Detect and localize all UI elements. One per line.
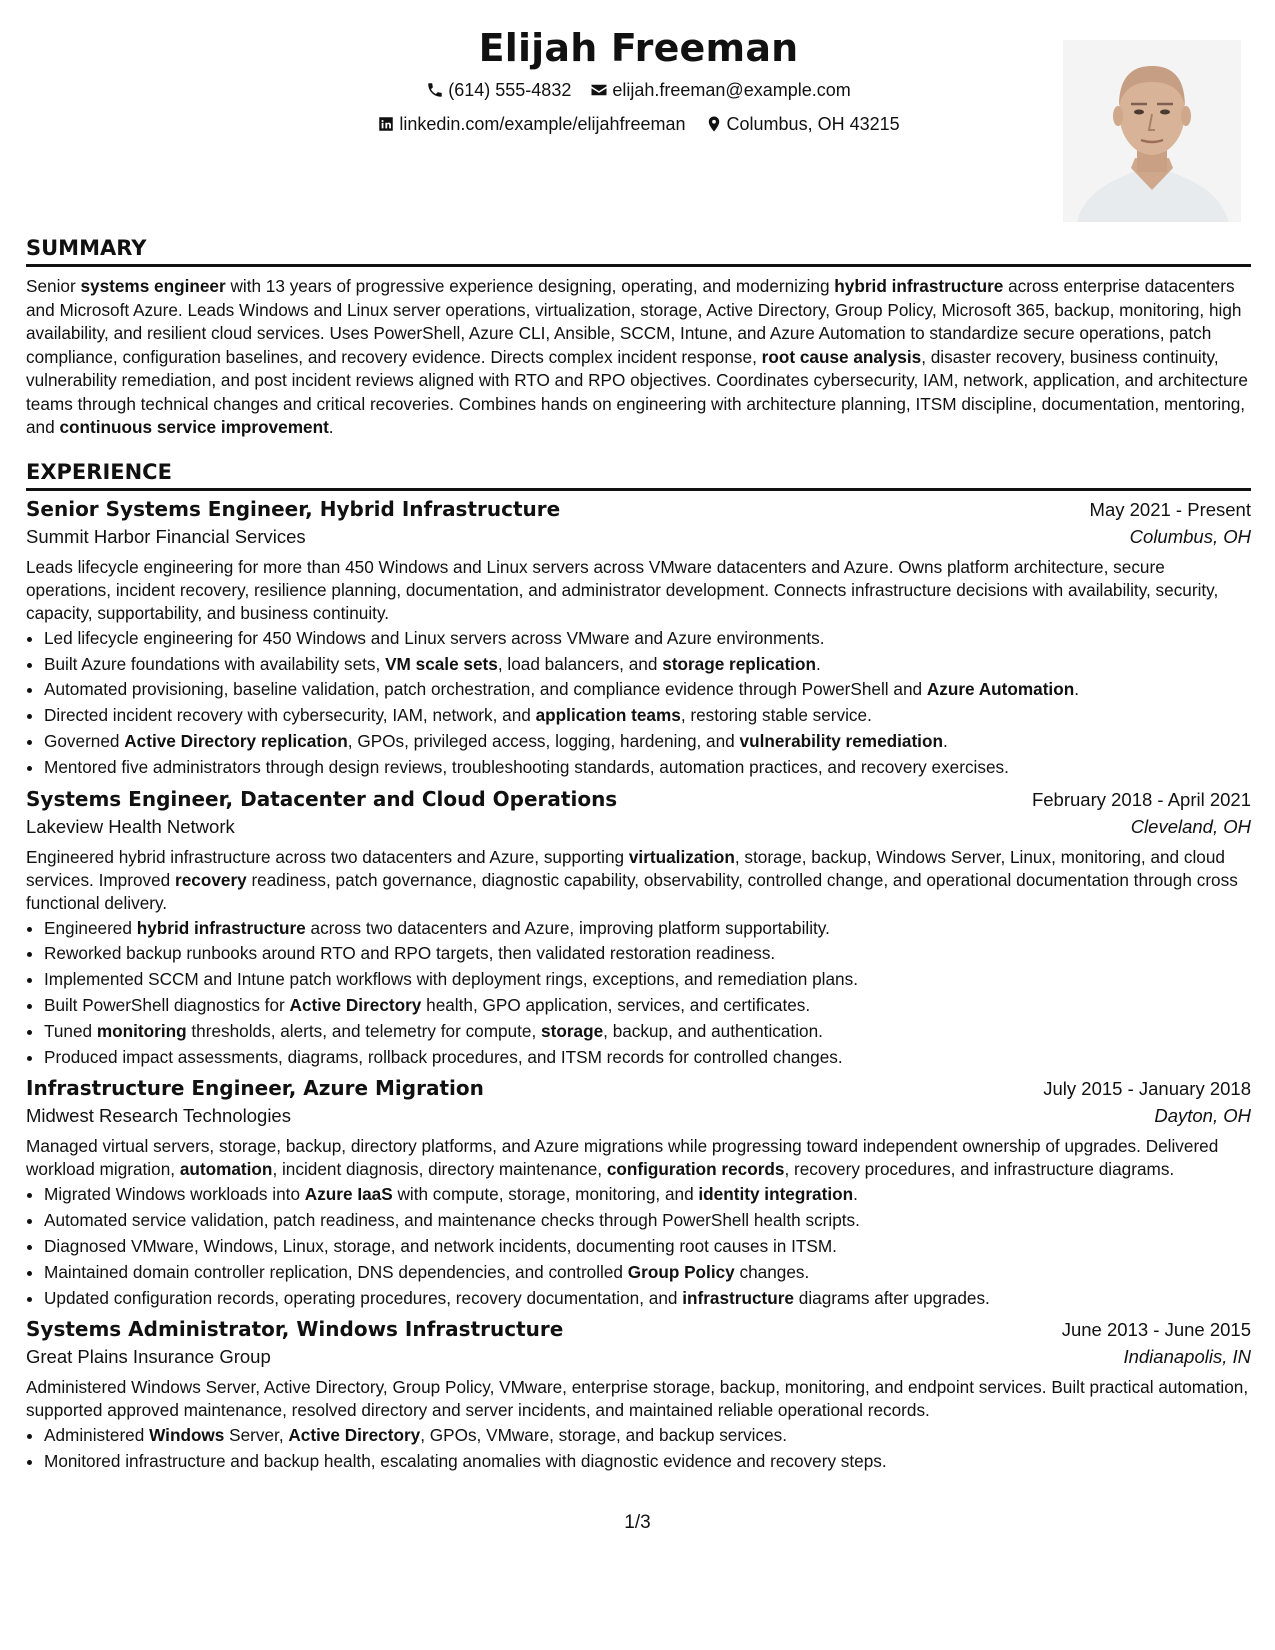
emphasis-text: hybrid infrastructure [834, 276, 1004, 297]
job-location: Indianapolis, IN [1123, 1346, 1251, 1368]
bullet-item: • Monitored infrastructure and backup health, escalating anomalies with diagnostic evidence and recovery steps. [44, 1449, 1251, 1475]
job-entry [26, 497, 1251, 781]
bullet-item: • Administered Windows Server, Active Directory, GPOs, VMware, storage, and backup services. [44, 1423, 1251, 1449]
emphasis-text: virtualization [628, 846, 735, 867]
job-description: Administered Windows Server, Active Directory, Group Policy, VMware, enterprise storage, backup, monitoring, and endpoint services. Built practical automation, supported approved maintenance, resolved directory and server incidents, and maintained reliable operational records. [26, 1377, 1249, 1421]
emphasis-text: Azure IaaS [304, 1184, 393, 1205]
emphasis-text: VM scale sets [385, 653, 498, 674]
job-bullets [26, 1182, 1251, 1311]
job-entry [26, 1076, 1251, 1311]
job-title: Systems Engineer, Datacenter and Cloud Operations [26, 786, 618, 811]
job-dates: February 2018 - April 2021 [1031, 788, 1251, 810]
summary-text: Senior systems engineer with 13 years of progressive experience designing, operating, and modernizing hybrid infrastructure across enterprise datacenters and Microsoft Azure. Leads Windows and Linux server operations, virtualization, storage, Active Directory, Group Policy, Microsoft 365, backup, monitoring, high availability, and resilient cloud services. Uses PowerShell, Azure CLI, Ansible, SCCM, Intune, and Azure Automation to standardize secure operations, patch compliance, configuration baselines, and recovery evidence. Directs complex incident response, root cause analysis, disaster recovery, business continuity, vulnerability remediation, and post incident reviews aligned with RTO and RPO objectives. Coordinates cybersecurity, IAM, network, application, and architecture teams through technical changes and critical recoveries. Combines hands on engineering with architecture planning, ITSM discipline, documentation, mentoring, and continuous service improvement. [26, 276, 1248, 438]
job-subheader [26, 526, 1251, 548]
bullet-item: • Diagnosed VMware, Windows, Linux, storage, and network incidents, documenting root causes in ITSM. [44, 1234, 1251, 1260]
contact-email[interactable] [590, 77, 850, 103]
portrait-image [1063, 40, 1241, 222]
emphasis-text: root cause analysis [761, 346, 922, 367]
bullet-item: • Migrated Windows workloads into Azure IaaS with compute, storage, monitoring, and identity integration. [44, 1182, 1251, 1208]
job-list [26, 497, 1251, 1475]
emphasis-text: monitoring [96, 1020, 187, 1041]
bullet-item: • Mentored five administrators through design reviews, troubleshooting standards, automation practices, and recovery exercises. [44, 755, 1251, 781]
bullet-item: • Built PowerShell diagnostics for Active Directory health, GPO application, services, and certificates. [44, 993, 1251, 1019]
phone-number: (614) 555-4832 [448, 79, 572, 100]
emphasis-text: infrastructure [682, 1287, 794, 1308]
emphasis-text: Group Policy [627, 1261, 735, 1282]
job-location: Dayton, OH [1154, 1105, 1251, 1127]
location-text: Columbus, OH 43215 [726, 113, 900, 134]
emphasis-text: recovery [175, 869, 247, 890]
email-address[interactable]: elijah.freeman@example.com [612, 79, 851, 100]
bullet-item: • Built Azure foundations with availability sets, VM scale sets, load balancers, and storage replication. [44, 652, 1251, 678]
emphasis-text: Active Directory [288, 1425, 421, 1446]
job-bullets [26, 1423, 1251, 1475]
job-title: Infrastructure Engineer, Azure Migration [26, 1076, 484, 1101]
contact-phone [426, 77, 571, 103]
resume-page [26, 20, 1251, 1475]
job-subheader [26, 1346, 1251, 1368]
job-company: Midwest Research Technologies [26, 1105, 291, 1127]
emphasis-text: hybrid infrastructure [136, 917, 306, 938]
contact-linkedin[interactable] [377, 111, 685, 137]
experience-heading: EXPERIENCE [26, 460, 1251, 491]
emphasis-text: continuous service improvement [59, 417, 329, 438]
emphasis-text: configuration records [606, 1159, 785, 1180]
bullet-item: • Engineered hybrid infrastructure across two datacenters and Azure, improving platform supportability. [44, 916, 1251, 942]
map-pin-icon [705, 115, 723, 133]
bullet-item: • Maintained domain controller replication, DNS dependencies, and controlled Group Policy changes. [44, 1260, 1251, 1286]
emphasis-text: Azure Automation [926, 679, 1075, 700]
emphasis-text: Active Directory replication [124, 731, 348, 752]
contact-location [705, 111, 900, 137]
summary-heading: SUMMARY [26, 236, 1251, 267]
job-description: Managed virtual servers, storage, backup, directory platforms, and Azure migrations while progressing toward independent ownership of upgrades. Delivered workload migration, automation, incident diagnosis, directory maintenance, configuration records, recovery procedures, and infrastructure diagrams. [26, 1136, 1219, 1180]
job-subheader [26, 1105, 1251, 1127]
bullet-item: • Tuned monitoring thresholds, alerts, and telemetry for compute, storage, backup, and authentication. [44, 1019, 1251, 1045]
bullet-item: • Reworked backup runbooks around RTO and RPO targets, then validated restoration readiness. [44, 941, 1251, 967]
resume-header [26, 26, 1251, 216]
bullet-item: • Led lifecycle engineering for 450 Windows and Linux servers across VMware and Azure environments. [44, 626, 1251, 652]
emphasis-text: systems engineer [80, 276, 226, 297]
envelope-icon [590, 81, 608, 99]
linkedin-url[interactable]: linkedin.com/example/elijahfreeman [399, 113, 686, 134]
bullet-item: • Directed incident recovery with cybersecurity, IAM, network, and application teams, restoring stable service. [44, 703, 1251, 729]
job-subheader [26, 816, 1251, 838]
job-header [26, 1317, 1251, 1341]
emphasis-text: Active Directory [289, 995, 422, 1016]
bullet-item: • Updated configuration records, operating procedures, recovery documentation, and infrastructure diagrams after upgrades. [44, 1286, 1251, 1312]
job-dates: July 2015 - January 2018 [1043, 1078, 1251, 1100]
emphasis-text: identity integration [698, 1184, 854, 1205]
emphasis-text: automation [179, 1159, 273, 1180]
job-header [26, 787, 1251, 811]
bullet-item: • Automated service validation, patch readiness, and maintenance checks through PowerShell health scripts. [44, 1208, 1251, 1234]
bullet-item: • Governed Active Directory replication, GPOs, privileged access, logging, hardening, and vulnerability remediation. [44, 729, 1251, 755]
job-entry [26, 787, 1251, 1071]
bullet-item: • Implemented SCCM and Intune patch workflows with deployment rings, exceptions, and remediation plans. [44, 967, 1251, 993]
job-company: Summit Harbor Financial Services [26, 525, 306, 547]
job-location: Columbus, OH [1129, 525, 1251, 547]
experience-section [26, 460, 1251, 1475]
emphasis-text: Windows [149, 1425, 225, 1446]
job-entry [26, 1317, 1251, 1475]
job-bullets [26, 626, 1251, 781]
job-dates: June 2013 - June 2015 [1061, 1319, 1251, 1341]
job-header [26, 1076, 1251, 1100]
candidate-name: Elijah Freeman [478, 26, 799, 70]
job-dates: May 2021 - Present [1089, 498, 1251, 520]
bullet-item: • Automated provisioning, baseline validation, patch orchestration, and compliance evidence through PowerShell and Azure Automation. [44, 677, 1251, 703]
bullet-item: • Produced impact assessments, diagrams, rollback procedures, and ITSM records for controlled changes. [44, 1045, 1251, 1071]
page-number: 1/3 [624, 1512, 651, 1533]
emphasis-text: application teams [535, 705, 681, 726]
job-title: Senior Systems Engineer, Hybrid Infrastructure [26, 496, 561, 521]
job-description: Engineered hybrid infrastructure across two datacenters and Azure, supporting virtualization, storage, backup, Windows Server, Linux, monitoring, and cloud services. Improved recovery readiness, patch governance, diagnostic capability, observability, controlled change, and operational documentation through cross functional delivery. [26, 846, 1238, 913]
job-header [26, 497, 1251, 521]
summary-section [26, 236, 1251, 440]
job-description: Leads lifecycle engineering for more than 450 Windows and Linux servers across VMware datacenters and Azure. Owns platform architecture, secure operations, incident recovery, resilience planning, documentation, and administrator development. Connects infrastructure decisions with availability, security, capacity, supportability, and business continuity. [26, 556, 1219, 623]
job-title: Systems Administrator, Windows Infrastructure [26, 1317, 564, 1342]
job-company: Great Plains Insurance Group [26, 1346, 271, 1368]
job-bullets [26, 916, 1251, 1071]
job-location: Cleveland, OH [1130, 815, 1251, 837]
job-company: Lakeview Health Network [26, 815, 235, 837]
linkedin-icon [377, 115, 395, 133]
emphasis-text: storage [541, 1020, 604, 1041]
profile-photo [1063, 40, 1241, 222]
emphasis-text: vulnerability remediation [739, 731, 943, 752]
phone-icon [426, 81, 444, 99]
emphasis-text: storage replication [662, 653, 816, 674]
